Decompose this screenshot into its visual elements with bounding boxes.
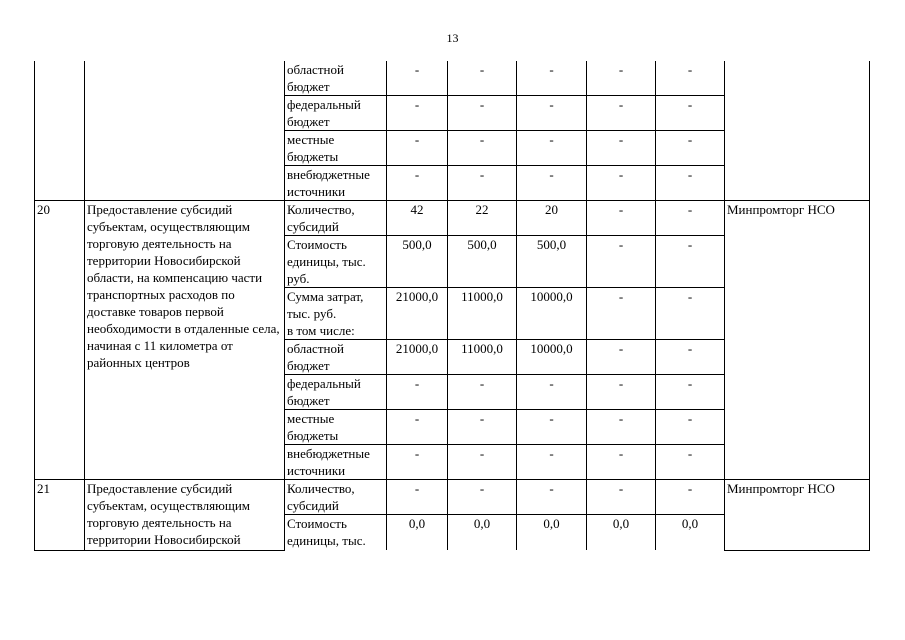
value-cell: - <box>587 288 656 340</box>
value-cell: - <box>448 445 517 480</box>
value-cell: - <box>517 445 587 480</box>
item-description: Предоставление субсидий субъектам, осуществляющим торговую деятельность на территории Новосибирской области, на компенсацию части транспортных расходов по доставке товаров первой необходимости в отдаленные села, начиная с 11 километра от районных центров <box>85 201 285 480</box>
value-cell: 22 <box>448 201 517 236</box>
value-cell: 0,0 <box>656 515 725 551</box>
item-number: 20 <box>35 201 85 480</box>
value-cell: - <box>517 480 587 515</box>
value-cell: 21000,0 <box>387 288 448 340</box>
indicator-label: Количество, субсидий <box>285 480 387 515</box>
value-cell: - <box>387 96 448 131</box>
indicator-label: Сумма затрат, тыс. руб. в том числе: <box>285 288 387 340</box>
value-cell: 10000,0 <box>517 288 587 340</box>
item-description <box>85 480 285 551</box>
value-cell: - <box>448 131 517 166</box>
budget-table <box>34 61 870 551</box>
value-cell: 500,0 <box>517 236 587 288</box>
value-cell: - <box>517 375 587 410</box>
value-cell: - <box>587 410 656 445</box>
indicator-label: внебюджетные источники <box>285 445 387 480</box>
value-cell: 500,0 <box>448 236 517 288</box>
responsible-org: Минпромторг НСО <box>725 480 870 551</box>
value-cell: 20 <box>517 201 587 236</box>
value-cell: - <box>387 445 448 480</box>
value-cell: - <box>656 131 725 166</box>
value-cell: - <box>448 410 517 445</box>
value-cell: - <box>387 166 448 201</box>
value-cell: 0,0 <box>448 515 517 551</box>
value-cell: - <box>656 288 725 340</box>
value-cell: 500,0 <box>387 236 448 288</box>
value-cell: - <box>587 61 656 96</box>
value-cell: - <box>387 131 448 166</box>
description-line: Предоставление субсидий субъектам, осуществляющим <box>87 481 251 513</box>
value-cell: 11000,0 <box>448 288 517 340</box>
value-cell: 0,0 <box>517 515 587 551</box>
indicator-label: областной бюджет <box>285 340 387 375</box>
value-cell: - <box>517 96 587 131</box>
value-cell: - <box>587 131 656 166</box>
table-row <box>35 61 870 96</box>
value-cell: 0,0 <box>587 515 656 551</box>
value-cell: - <box>587 166 656 201</box>
value-cell: - <box>587 480 656 515</box>
indicator-label: внебюджетные источники <box>285 166 387 201</box>
item-number-cell <box>35 61 85 201</box>
value-cell: - <box>587 96 656 131</box>
value-cell: - <box>387 375 448 410</box>
value-cell: - <box>587 375 656 410</box>
indicator-label: местные бюджеты <box>285 410 387 445</box>
value-cell: 11000,0 <box>448 340 517 375</box>
indicator-label: Количество, субсидий <box>285 201 387 236</box>
value-cell: - <box>387 480 448 515</box>
value-cell: - <box>387 61 448 96</box>
value-cell: - <box>448 61 517 96</box>
value-cell: - <box>587 340 656 375</box>
value-cell: - <box>656 340 725 375</box>
indicator-label: областной бюджет <box>285 61 387 96</box>
value-cell: - <box>656 96 725 131</box>
value-cell: 0,0 <box>387 515 448 551</box>
value-cell: - <box>656 445 725 480</box>
value-cell: - <box>517 131 587 166</box>
indicator-label: федеральный бюджет <box>285 375 387 410</box>
value-cell: - <box>656 201 725 236</box>
indicator-label: местные бюджеты <box>285 131 387 166</box>
responsible-org: Минпромторг НСО <box>725 201 870 480</box>
value-cell: - <box>656 410 725 445</box>
value-cell: - <box>656 480 725 515</box>
table-row <box>35 480 870 515</box>
value-cell: - <box>517 61 587 96</box>
value-cell: - <box>656 166 725 201</box>
value-cell: - <box>517 410 587 445</box>
indicator-label: федеральный бюджет <box>285 96 387 131</box>
value-cell: - <box>656 236 725 288</box>
value-cell: - <box>587 201 656 236</box>
item-number: 21 <box>35 480 85 551</box>
indicator-label: Стоимость единицы, тыс. <box>285 515 387 551</box>
value-cell: - <box>448 96 517 131</box>
value-cell: - <box>517 166 587 201</box>
value-cell: - <box>448 166 517 201</box>
value-cell: - <box>387 410 448 445</box>
value-cell: - <box>448 375 517 410</box>
value-cell: - <box>656 61 725 96</box>
value-cell: - <box>448 480 517 515</box>
description-line: торговую деятельность на территории Новосибирской <box>87 515 241 547</box>
responsible-cell <box>725 61 870 201</box>
value-cell: 42 <box>387 201 448 236</box>
page-number: 13 <box>446 31 459 45</box>
indicator-label: Стоимость единицы, тыс. руб. <box>285 236 387 288</box>
table-row <box>35 201 870 236</box>
value-cell: 21000,0 <box>387 340 448 375</box>
value-cell: - <box>656 375 725 410</box>
value-cell: - <box>587 445 656 480</box>
value-cell: - <box>587 236 656 288</box>
description-cell <box>85 61 285 201</box>
value-cell: 10000,0 <box>517 340 587 375</box>
